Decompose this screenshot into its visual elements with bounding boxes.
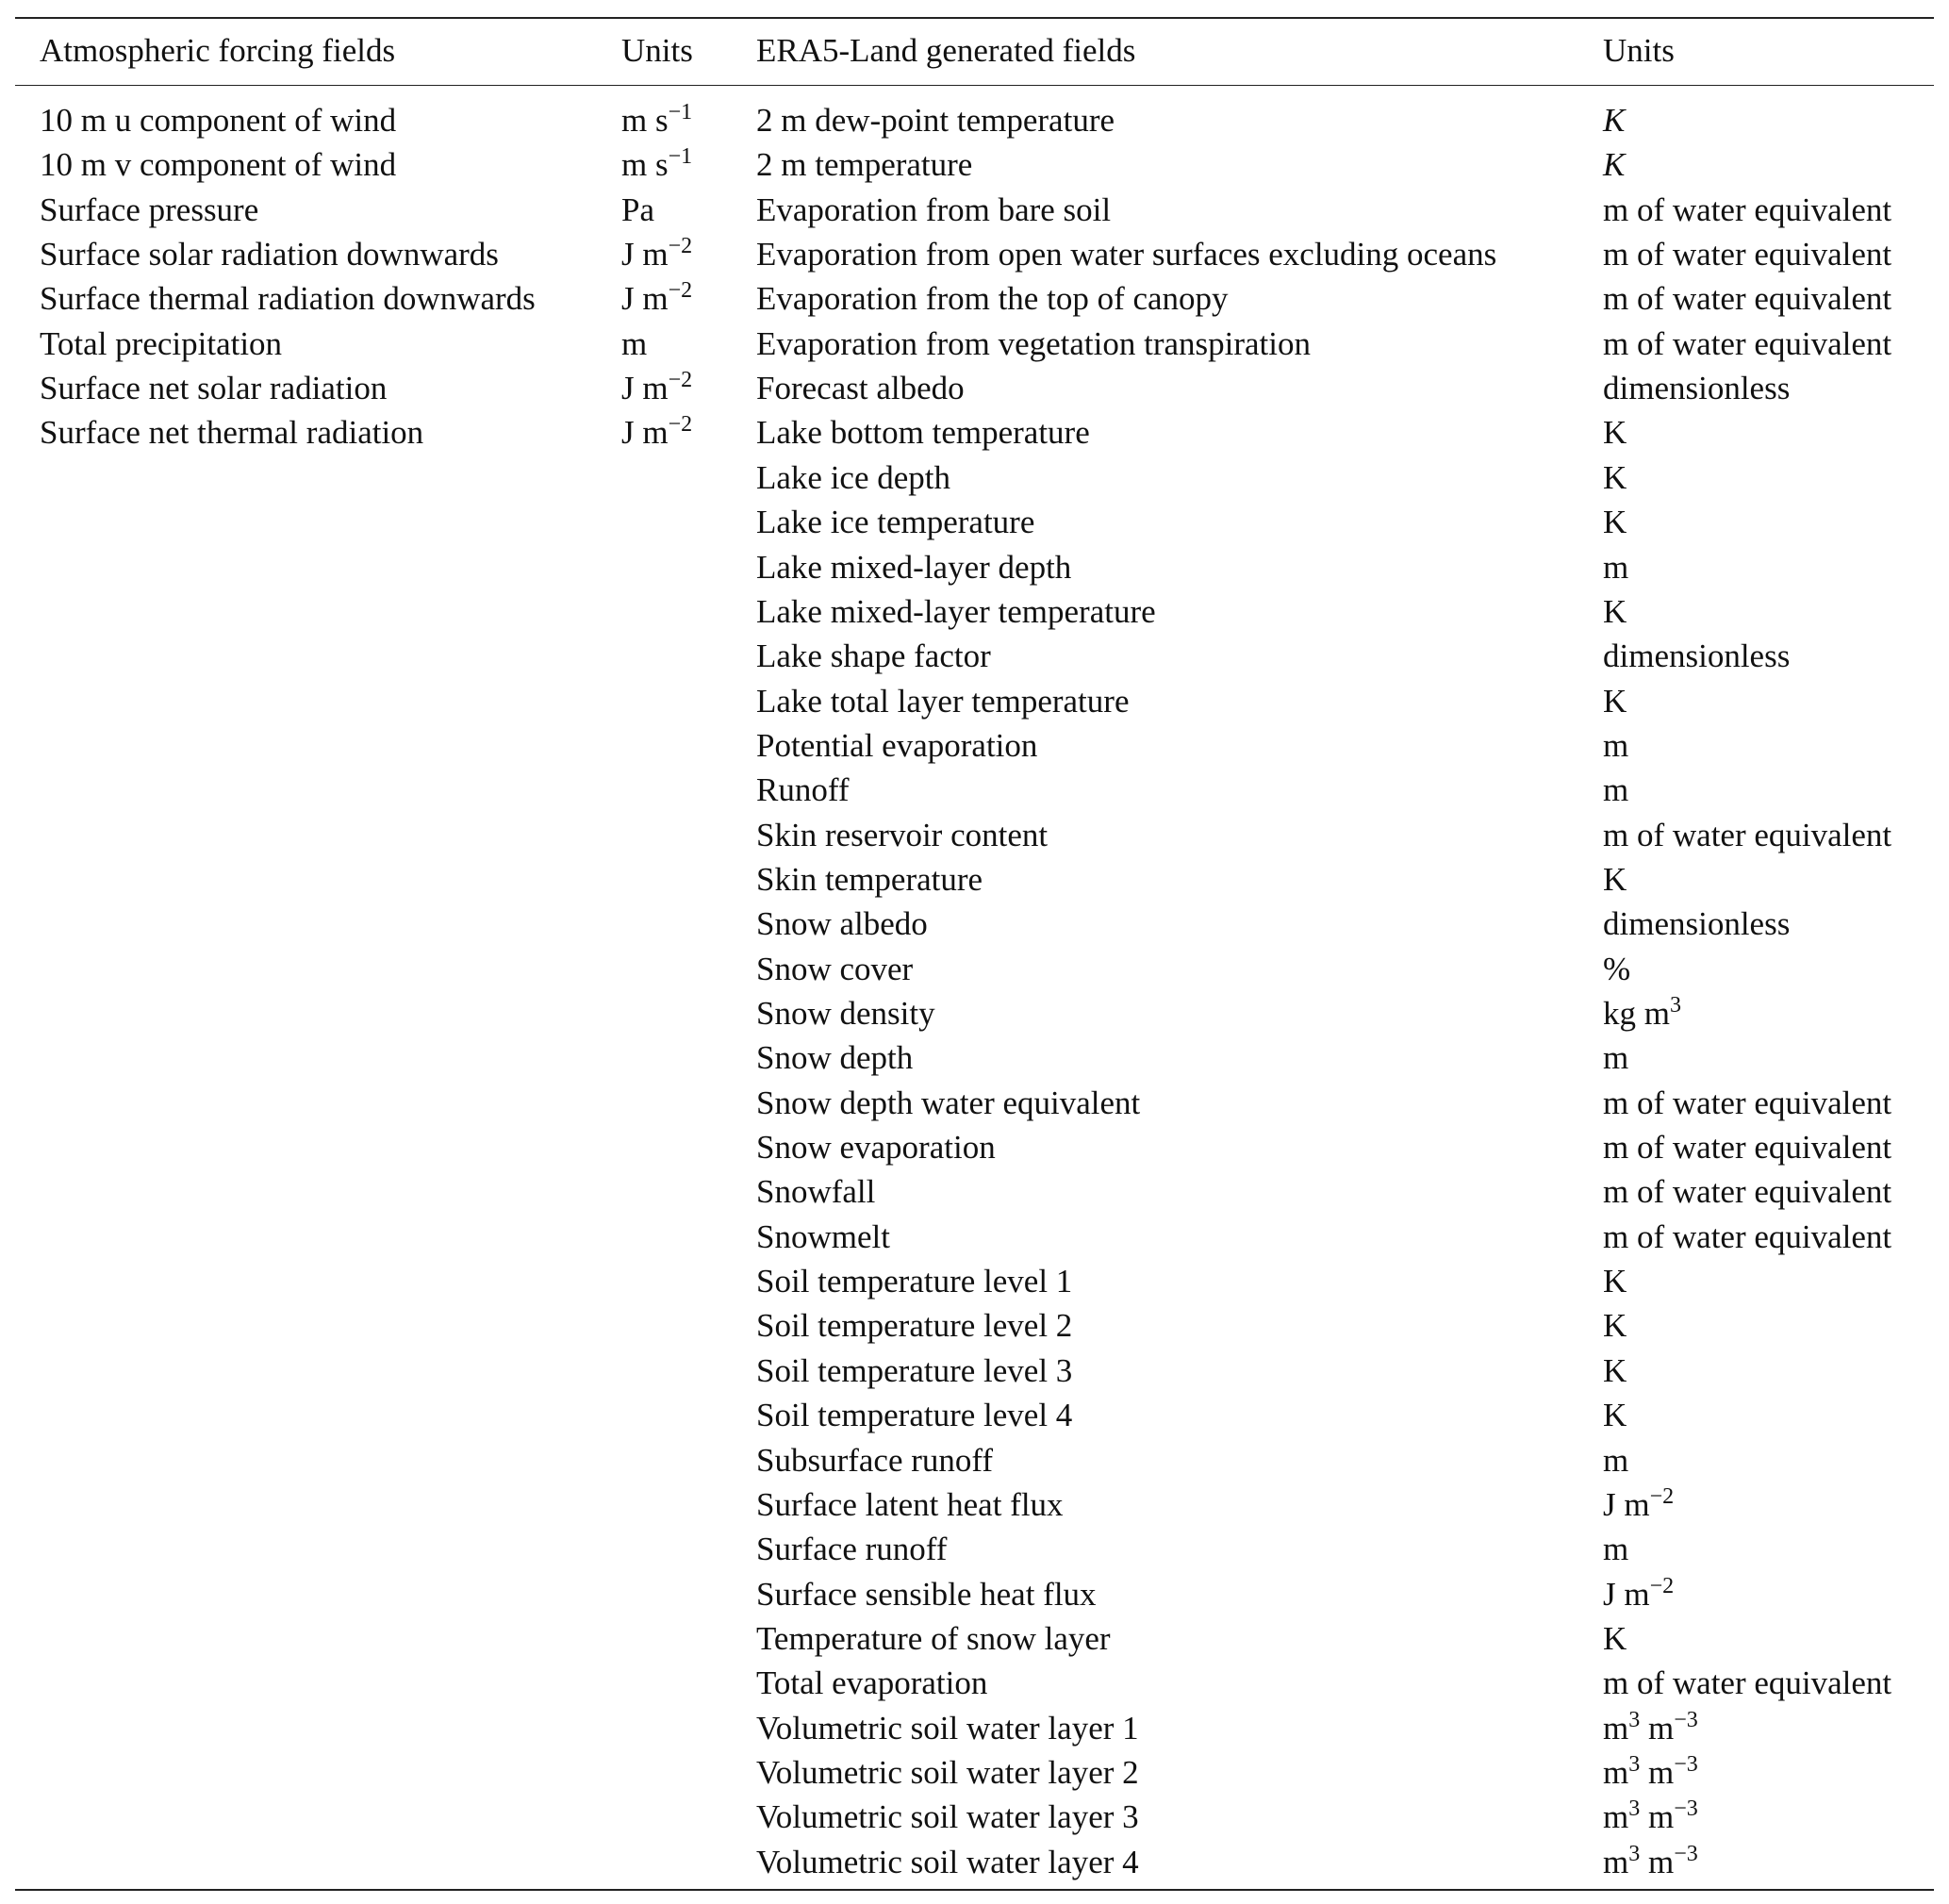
era5-field-unit: m of water equivalent <box>1603 190 1892 228</box>
atmospheric-field-unit: m <box>621 324 648 362</box>
era5-field-name: Volumetric soil water layer 3 <box>756 1798 1139 1836</box>
era5-field-unit: % <box>1603 950 1631 987</box>
era5-field-name: Soil temperature level 1 <box>756 1263 1073 1300</box>
atmospheric-field-unit: J $m^{-2}$ <box>621 368 693 407</box>
atmospheric-field-name: 10 m v component of wind <box>40 146 397 184</box>
era5-field-unit: m of water equivalent <box>1603 236 1892 273</box>
era5-field-name: Lake mixed-layer depth <box>756 548 1072 586</box>
header-era5-units: Units <box>1603 32 1675 69</box>
era5-field-name: Snowmelt <box>756 1217 890 1255</box>
era5-field-name: Evaporation from bare soil <box>756 190 1112 228</box>
era5-field-unit: dimensionless <box>1603 637 1791 675</box>
era5-field-name: Lake total layer temperature <box>756 682 1130 720</box>
atmospheric-field-name: Surface net solar radiation <box>40 370 388 407</box>
era5-field-name: Snowfall <box>756 1173 876 1211</box>
era5-field-unit: K <box>1603 504 1627 541</box>
era5-field-unit: m <box>1603 726 1629 764</box>
era5-field-unit: kg $m^3$ <box>1603 993 1681 1032</box>
era5-field-unit: J $m^{-2}$ <box>1603 1573 1675 1613</box>
era5-field-name: Snow depth water equivalent <box>756 1084 1141 1121</box>
atmospheric-field-unit: J $m^{-2}$ <box>621 234 693 273</box>
era5-field-unit: m of water equivalent <box>1603 324 1892 362</box>
era5-field-name: Evaporation from open water surfaces excluding oceans <box>756 236 1497 273</box>
era5-field-unit: m of water equivalent <box>1603 280 1892 318</box>
era5-field-unit: K <box>1603 860 1627 898</box>
bottom-rule <box>15 1889 1934 1891</box>
atmospheric-field-unit: J $m^{-2}$ <box>621 412 693 452</box>
era5-field-name: Surface latent heat flux <box>756 1485 1064 1523</box>
era5-field-name: Snow cover <box>756 950 914 987</box>
era5-field-name: Subsurface runoff <box>756 1441 994 1479</box>
era5-field-name: Soil temperature level 4 <box>756 1397 1073 1434</box>
era5-field-name: Soil temperature level 2 <box>756 1307 1073 1345</box>
era5-field-name: 2 m temperature <box>756 146 973 184</box>
era5-field-unit: $m^3$ $m^{-3}$ <box>1603 1751 1698 1791</box>
era5-field-name: Total evaporation <box>756 1664 988 1702</box>
atmospheric-field-name: Surface solar radiation downwards <box>40 236 499 273</box>
era5-field-unit: m of water equivalent <box>1603 1664 1892 1702</box>
era5-field-unit: $m^3$ $m^{-3}$ <box>1603 1841 1698 1880</box>
era5-field-unit: K <box>1603 592 1627 630</box>
era5-field-name: Lake bottom temperature <box>756 414 1090 452</box>
atmospheric-field-unit: Pa <box>621 190 654 228</box>
header-atmospheric-fields: Atmospheric forcing fields <box>40 32 396 69</box>
atmospheric-field-name: Total precipitation <box>40 324 283 362</box>
era5-field-unit: J $m^{-2}$ <box>1603 1483 1675 1523</box>
era5-field-unit: $m^3$ $m^{-3}$ <box>1603 1796 1698 1836</box>
era5-field-unit: m <box>1603 771 1629 809</box>
era5-field-name: Lake mixed-layer temperature <box>756 592 1156 630</box>
era5-field-name: Lake shape factor <box>756 637 991 675</box>
era5-field-unit: m of water equivalent <box>1603 816 1892 853</box>
era5-field-unit: K <box>1603 1351 1627 1389</box>
era5-field-unit: K <box>1603 146 1626 184</box>
era5-field-unit: m <box>1603 1441 1629 1479</box>
era5-field-unit: dimensionless <box>1603 905 1791 943</box>
era5-field-name: Temperature of snow layer <box>756 1619 1111 1657</box>
era5-field-name: Surface runoff <box>756 1531 948 1568</box>
era5-field-unit: K <box>1603 1307 1627 1345</box>
era5-field-name: Soil temperature level 3 <box>756 1351 1073 1389</box>
era5-field-name: Snow evaporation <box>756 1129 996 1167</box>
atmospheric-field-unit: m $s^{-1}$ <box>621 100 693 139</box>
atmospheric-field-name: 10 m u component of wind <box>40 102 397 139</box>
atmospheric-field-unit: J $m^{-2}$ <box>621 278 693 318</box>
header-rule <box>15 85 1934 86</box>
era5-field-unit: m of water equivalent <box>1603 1084 1892 1121</box>
era5-field-name: Evaporation from the top of canopy <box>756 280 1229 318</box>
atmospheric-field-unit: m $s^{-1}$ <box>621 144 693 184</box>
atmospheric-field-name: Surface pressure <box>40 190 259 228</box>
atmospheric-field-name: Surface thermal radiation downwards <box>40 280 536 318</box>
era5-field-name: Volumetric soil water layer 1 <box>756 1709 1139 1747</box>
era5-field-unit: $m^3$ $m^{-3}$ <box>1603 1707 1698 1747</box>
era5-field-name: Skin temperature <box>756 860 983 898</box>
era5-field-name: Snow albedo <box>756 905 928 943</box>
header-atmospheric-units: Units <box>621 32 693 69</box>
era5-field-unit: m <box>1603 1531 1629 1568</box>
era5-field-unit: K <box>1603 102 1626 139</box>
era5-field-unit: K <box>1603 458 1627 496</box>
era5-field-unit: K <box>1603 1619 1627 1657</box>
era5-field-unit: K <box>1603 1263 1627 1300</box>
era5-field-unit: K <box>1603 682 1627 720</box>
top-rule <box>15 17 1934 19</box>
era5-field-name: Snow depth <box>756 1039 914 1077</box>
atmospheric-field-name: Surface net thermal radiation <box>40 414 424 452</box>
era5-field-name: Lake ice depth <box>756 458 951 496</box>
era5-field-unit: m <box>1603 548 1629 586</box>
era5-field-name: Skin reservoir content <box>756 816 1049 853</box>
era5-field-name: Runoff <box>756 771 850 809</box>
era5-field-unit: dimensionless <box>1603 370 1791 407</box>
era5-field-name: Surface sensible heat flux <box>756 1575 1097 1613</box>
era5-field-unit: m <box>1603 1039 1629 1077</box>
era5-field-unit: m of water equivalent <box>1603 1173 1892 1211</box>
era5-field-name: Snow density <box>756 995 935 1032</box>
era5-field-unit: m of water equivalent <box>1603 1217 1892 1255</box>
era5-field-name: 2 m dew-point temperature <box>756 102 1115 139</box>
era5-field-name: Potential evaporation <box>756 726 1038 764</box>
era5-field-name: Forecast albedo <box>756 370 965 407</box>
era5-field-name: Evaporation from vegetation transpiration <box>756 324 1312 362</box>
era5-field-name: Volumetric soil water layer 4 <box>756 1843 1139 1880</box>
era5-field-unit: K <box>1603 1397 1627 1434</box>
era5-field-name: Lake ice temperature <box>756 504 1035 541</box>
era5-field-unit: m of water equivalent <box>1603 1129 1892 1167</box>
era5-field-name: Volumetric soil water layer 2 <box>756 1753 1139 1791</box>
era5-field-unit: K <box>1603 414 1627 452</box>
header-era5-fields: ERA5-Land generated fields <box>756 32 1136 69</box>
